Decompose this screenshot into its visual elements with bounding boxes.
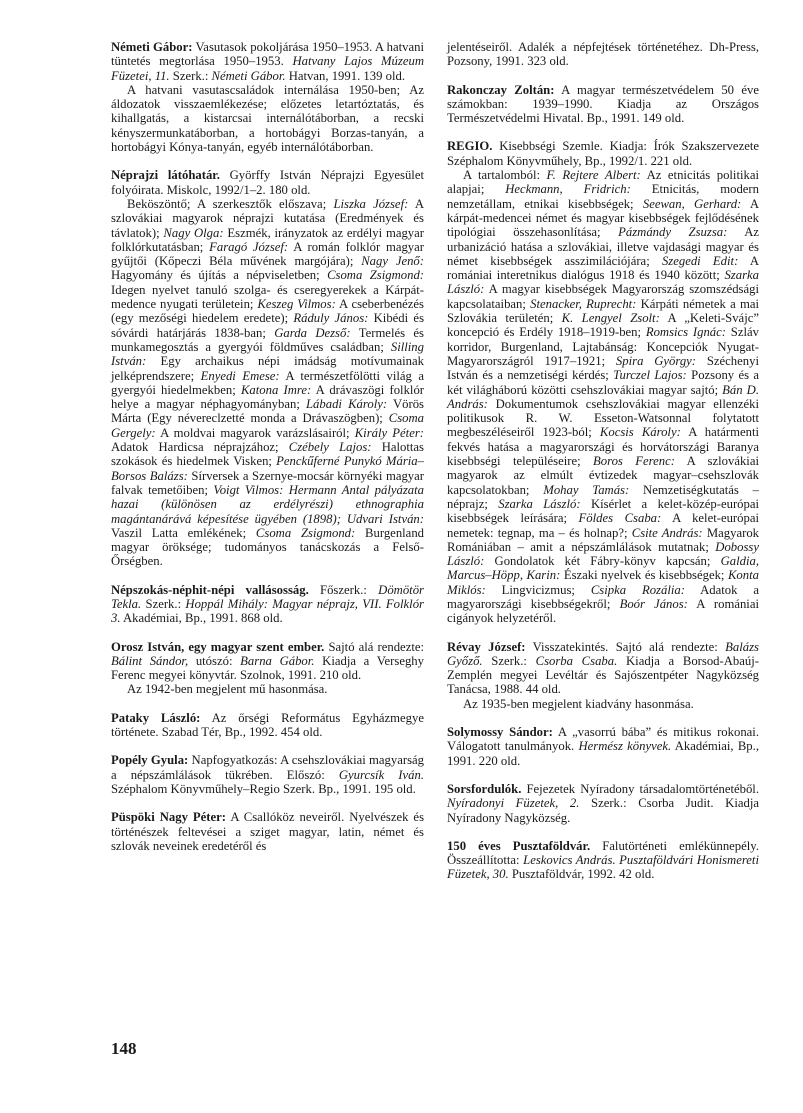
italic-text: Stenacker, Ruprecht: [530,296,637,311]
text-run: Termelés és munkamegosztás a gyergyói földműves családban; [111,325,424,354]
italic-text: Spira György: [615,353,697,368]
text-run: A szlovákiai magyarok az elmúlt évtizedek magyar–csehszlovák kapcsolatokban; [447,454,759,497]
entry-heading: Népszokás-néphit-népi vallásosság. [111,582,309,597]
entry-citation [111,711,424,740]
entry-citation [447,725,759,768]
entry-citation [447,83,759,126]
bibliography-entry [111,753,424,796]
text-run: Szerk.: [141,596,186,611]
entry-heading: Pataky László: [111,710,201,725]
text-run: Idegen nyelvet tanuló szolga- és cseregyerekek a Kárpát-medence nyugati területein; [111,282,424,312]
entry-citation [111,640,424,683]
italic-text: Nagy Olga: [163,225,224,240]
entry-heading: Solymossy Sándor: [447,725,553,740]
bibliography-entry [447,139,759,625]
italic-text: Csoma Zsigmond: [327,268,425,283]
text-run: Etnicitás, modern nemzetállam, etnikai kisebbségek; [447,182,759,211]
text-run: Szerk.: Csorba Judit. Kiadja Nyíradony Nagyközség. [447,796,759,825]
entry-heading: Orosz István, egy magyar szent ember. [111,639,325,654]
text-run: Kisebbségi Szemle. Kiadja: Írók Szakszervezete Széphalom Könyvműhely, Bp., 1992/1. 221 old. [447,139,759,168]
text-run: A szlovákiai magyarok néprajzi kutatása (Eredmények és távlatok); [111,196,425,240]
text-run: A román folklór magyar gyűjtői (Kőpeczi Béla művének margójára); [111,239,425,269]
entry-heading: 150 éves Pusztaföldvár. [447,838,591,853]
bibliography-entry [111,640,424,697]
italic-text: Nyíradonyi Füzetek, 2. [447,796,580,811]
text-run: A „vasorrú bába” és mitikus rokonai. Válogatott tanulmányok. [447,725,759,754]
italic-text: Boros Ferenc: [593,454,675,469]
text-run: Vörös Márta (Egy névereclzetté monda a Drávaszögben); [111,397,424,426]
italic-text: Seewan, Gerhard: [642,196,742,211]
italic-text: Földes Csaba: [578,511,662,526]
text-run: Visszatekintés. Sajtó alá rendezte: [525,639,726,654]
italic-text: Bálint Sándor, [111,653,189,668]
bibliography-entry [447,40,759,69]
entry-citation [447,640,759,697]
text-run: A magyar kisebbségek Magyarország szomszédsági kapcsolataiban; [447,282,759,311]
entry-citation [111,168,424,197]
italic-text: Kocsis Károly: [599,425,681,440]
entry-annotation [111,197,424,569]
italic-text: Romsics Ignác: [645,325,727,340]
entry-annotation [447,697,759,711]
italic-text: Mohay Tamás: [543,482,630,497]
text-run: Nemzetiségkutatás – néprajz; [447,482,760,511]
entry-citation [447,839,759,882]
left-column [111,40,424,867]
text-run: Az 1935-ben megjelent kiadvány hasonmása. [463,696,694,711]
entry-citation [111,810,424,853]
entry-heading: Rakonczay Zoltán: [447,82,555,97]
entry-annotation [111,682,424,696]
italic-text: Galdia, Marcus–Höpp, Karin: [447,554,759,583]
entry-citation [111,583,424,626]
italic-text: Udvari István: [346,511,424,526]
italic-text: Penckűferné Punykó Mária–Borsos Balázs: [111,454,424,483]
text-run: Sírversek a Szernye-mocsár környéki magyar falvak temetőiben; [111,468,425,497]
entry-heading: Sorsfordulók. [447,781,522,796]
bibliography-entry [447,839,759,882]
italic-text: K. Lengyel Zsolt: [561,311,660,326]
text-run: A kelet-európai nemetek: tegnap, ma – és holnap?; [447,511,759,540]
text-run: Főszerk.: [308,582,379,597]
text-run: Egy archaikus népi imádság motívumainak jelképrendszere; [111,354,424,383]
italic-text: Dömötör Tekla. [111,582,424,611]
text-run: Kárpáti németek a mai Szlovákia területén; [447,296,759,326]
text-run: jelentéseiről. Adalék a népfejtések történetéhez. Dh-Press, Pozsony, 1991. 323 old. [447,40,759,69]
text-run: Dokumentumok csehszlovákiai magyar ellenzéki politikusok R. W. Esseton-Watsonnal folytatott megbeszéléseiről 1923-ból; [447,396,759,440]
text-run: A romániai interetnikus dialógus 1918 és 1940 között; [447,253,759,283]
entry-heading: Néprajzi látóhatár. [111,168,220,183]
text-run: Az 1942-ben megjelent mű hasonmása. [127,682,328,697]
text-run: A Csallóköz neveiről. Nyelvészek és történészek feltevései a sziget magyar, latin, német és szlovák neveinek eredetéről és [111,810,425,853]
text-run: A tartalomból: [463,168,547,183]
text-run: Fejezetek Nyíradony társadalomtörténetéből. [521,781,759,796]
entry-citation [111,40,424,83]
bibliography-entry [111,583,424,626]
italic-text: Gyurcsík Iván. [338,767,424,782]
italic-text: Szarka László: [498,496,581,511]
text-run: Beköszöntő; A szerkesztők előszava; [127,196,334,211]
bibliography-entry [111,40,424,154]
text-run: Akadémiai, Bp., 1991. 868 old. [120,611,283,626]
page-number: 148 [111,1039,137,1058]
entry-heading: Püspöki Nagy Péter: [111,810,227,825]
italic-text: Faragó József: [209,239,289,254]
text-run: Kiadja a Borsod-Abaúj-Zemplén megyei Levéltár és Sajószentpéter Nagyközség Tanácsa, 1988. 44 old. [447,653,759,697]
text-run: A drávaszögi folklór helye a magyar néphagyományban; [111,382,425,412]
text-run: A moldvai magyarok varázslásairól; [155,425,355,440]
text-run: Északi nyelvek és kisebbségek; [560,568,728,583]
entry-citation [447,40,759,69]
text-run: Kiadja a Verseghy Ferenc megyei könyvtár. Szolnok, 1991. 210 old. [111,653,424,683]
bibliography-entry [111,711,424,740]
text-run: Akadémiai, Bp., 1991. 220 old. [447,739,759,768]
italic-text: Heckmann, Fridrich: [505,182,631,197]
italic-text: Barna Gábor. [240,653,315,668]
italic-text: Csite András: [631,525,703,540]
text-run: Falutörténeti emlékünnepély. Összeállította: [447,838,759,868]
entry-annotation [111,83,424,154]
entry-heading: Németi Gábor: [111,40,193,54]
italic-text: Németi Gábor. [211,68,286,83]
italic-text: Silling István: [111,339,424,369]
text-run: Vasutasok pokoljárása 1950–1953. A hatvani tüntetés megtorlása 1950–1953. [111,40,424,69]
italic-text: Szegedi Edit: [661,253,739,268]
text-run: utószó: [188,653,241,668]
italic-text: Csoma Zsigmond: [255,525,356,540]
italic-text: Csipka Rozália: [590,582,685,597]
italic-text: Balázs Győző. [447,639,759,668]
text-run: A romániai cigányok helyzetéről. [447,596,759,626]
italic-text: Garda Dezső: [274,325,351,340]
text-run: Szerk.: [482,653,536,668]
italic-text: Turczel Lajos: [613,368,687,383]
entry-citation [447,139,759,168]
text-run: Széphalom Könyvműhely–Regio Szerk. Bp., 1991. 195 old. [111,781,416,796]
text-run: Burgenland magyar öröksége; tudományos tanácskozás a Felső-Őrségben. [111,525,425,569]
italic-text: Katona Imre: [240,382,312,397]
text-run: Az etnicitás politikai alapjai; [447,168,760,197]
text-run: Magyarok Romániában – amit a népszámlálások mutatnak; [447,525,760,554]
bibliography-entry [447,782,759,825]
bibliography-entry [447,640,759,711]
text-run: Széchenyi István és a nemzetiségi kérdés; [447,353,759,383]
text-run: A hatvani vasutascsaládok internálása 1950-ben; Az áldozatok visszaemlékezése; előzetes letartóztatás, és kihallgatás, a kistarcsai internálótáborban, a recski kényszermunkatáborban, a hortobágyi Borzas-tanyán, a hortobágyi Kónya-tanyán, egyéb internálótáborban. [111,82,424,155]
bibliography-entry [111,168,424,568]
italic-text: Csorba Csaba. [535,653,618,668]
text-run: Napfogyatkozás: A csehszlovákiai magyarság a népszámlálások tükrében. Előszó: [111,753,424,782]
text-run: Pozsony és a két világháború közötti csehszlovákiai magyar sajtó; [447,368,760,397]
text-run: Eszmék, irányzatok az erdélyi magyar folklórkutatásban; [111,225,424,254]
italic-text: Voigt Vilmos: Hermann Antal pályázata hazai (különösen az erdélyrészi) ethnographia magántanárává képesítése ügyében (1898); [111,482,424,526]
italic-text: Lábadi Károly: [306,397,388,412]
italic-text: Enyedi Emese: [200,368,280,383]
text-run: Vaszil Latta emlékének; [111,525,256,540]
text-run: Kísérlet a kelet-közép-európai kisebbségek leírására; [447,496,760,526]
text-run: Adatok a magyarországi kisebbségekről; [447,582,759,611]
text-run: Hatvan, 1991. 139 old. [285,68,406,83]
text-run: Pusztaföldvár, 1992. 42 old. [508,867,655,882]
text-run: A cseberbenézés (egy mezőségi hiedelem eredete); [111,297,424,326]
text-run: Sajtó alá rendezte: [324,639,425,654]
italic-text: Dobossy László: [447,539,759,569]
italic-text: Király Péter: [354,425,424,440]
text-run: Hagyomány és újítás a népviseletben; [111,268,328,283]
right-column [447,40,759,896]
text-run: A „Keleti-Svájc” koncepció és Erdély 1918–1919-ben; [447,311,759,340]
text-run: A határmenti fekvés hatása a magyarországi és horvátországi Baranya kisebbségi településeire; [447,425,760,469]
italic-text: Bán D. András: [447,382,759,411]
italic-text: Csoma Gergely: [111,411,424,440]
text-run: A természetfölötti világ a gyergyói hiedelmekben; [111,368,424,397]
bibliography-entry [447,83,759,126]
italic-text: Konta Miklós: [447,568,759,597]
text-run: Kibédi és sóvárdi határjárás 1838-ban; [111,311,425,340]
entry-citation [111,753,424,796]
italic-text: F. Rejtere Albert: [546,168,641,183]
italic-text: Keszeg Vilmos: [257,297,336,312]
italic-text: Hermész könyvek. [578,739,672,754]
bibliography-entry [447,725,759,768]
text-run: Adatok Hardicsa néprajzához; [111,440,289,455]
italic-text: Hoppál Mihály: Magyar néprajz, VII. Folklór 3. [111,596,424,626]
italic-text: Liszka József: [333,196,409,211]
entry-annotation [447,168,759,626]
entry-citation [447,782,759,825]
italic-text: Nagy Jenő: [361,254,424,269]
italic-text: Leskovics András. Pusztaföldvári Honismereti Füzetek, 30. [447,853,759,882]
entry-heading: REGIO. [447,139,493,154]
text-run: Az urbanizáció hatása a szlovákiai, illetve vajdasági magyar és német kisebbségek asszimilációjára; [447,225,759,268]
bibliography-entry [111,810,424,853]
text-run: A magyar természetvédelem 50 éve számokban: 1939–1990. Kiadja az Országos Természetvédelmi Hivatal. Bp., 1991. 149 old. [447,82,759,126]
text-run: Gondolatok két Fábry-könyv kapcsán; [484,554,721,569]
italic-text: Szarka László: [447,268,759,297]
text-run: Az őrségi Református Egyházmegye története. Szabad Tér, Bp., 1992. 454 old. [111,710,424,740]
text-run: Szerk.: [169,68,212,83]
entry-heading: Révay József: [447,639,526,654]
text-run: Györffy István Néprajzi Egyesület folyóirata. Miskolc, 1992/1–2. 180 old. [111,168,424,197]
text-run: A kárpát-medencei német és magyar kisebbségek fejlődésének tipológiai összehasonlítása; [447,196,759,240]
italic-text: Pázmándy Zsuzsa: [618,225,728,240]
italic-text: Boór János: [619,596,688,611]
italic-text: Hatvany Lajos Múzeum Füzetei, 11. [111,54,424,83]
text-run: Lingvicizmus; [485,582,591,597]
text-run: Szláv korridor, Burgenland, Lajtabánság: Koncepciók Nyugat-Magyarországról 1917–1921; [447,325,759,368]
entry-heading: Popély Gyula: [111,753,189,768]
italic-text: Ráduly János: [293,311,369,326]
text-run: Halottas szokások és hiedelmek Visken; [111,440,424,469]
italic-text: Czébely Lajos: [288,440,372,455]
